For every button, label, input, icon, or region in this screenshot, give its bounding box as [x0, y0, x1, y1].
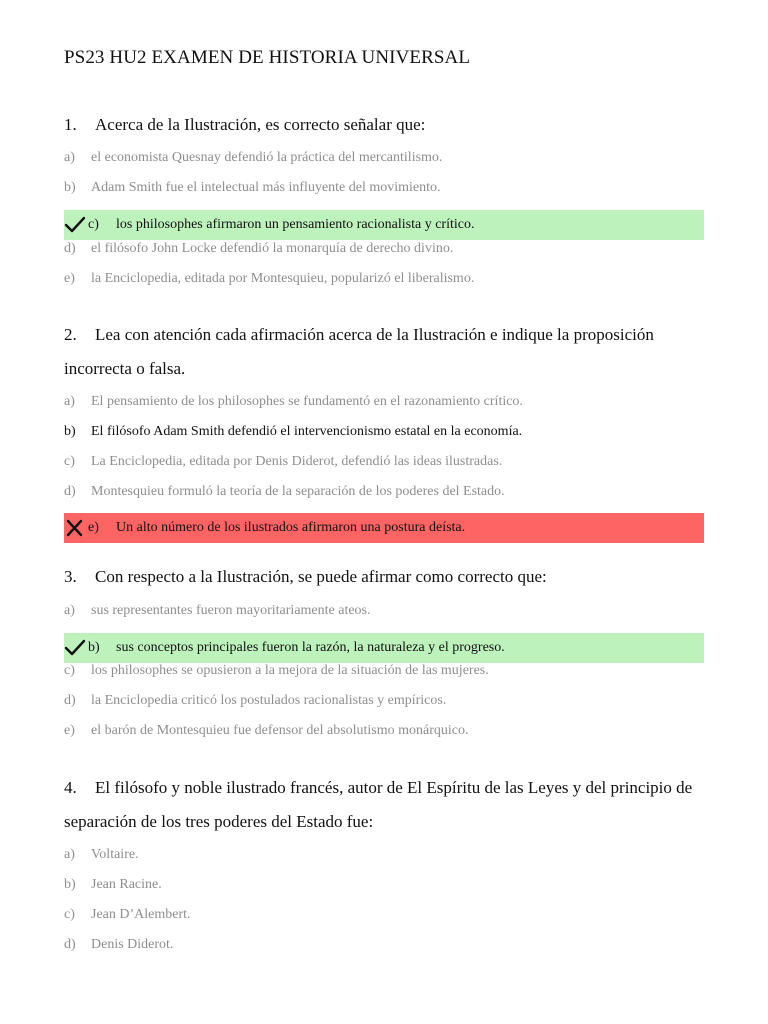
cross-icon — [64, 513, 88, 543]
option-letter: a) — [64, 150, 75, 165]
option-text: sus representantes fueron mayoritariamente ateos. — [91, 603, 371, 618]
option-letter: d) — [64, 484, 76, 499]
option-text: Jean D’Alembert. — [91, 907, 191, 922]
question-3 — [64, 560, 704, 594]
option-text: la Enciclopedia criticó los postulados racionalistas y empíricos. — [91, 693, 447, 708]
option-letter: b) — [64, 877, 76, 892]
option-letter: a) — [64, 603, 75, 618]
option-1d[interactable] — [64, 234, 704, 264]
option-letter: c) — [64, 907, 75, 922]
question-number: 2. — [64, 325, 77, 344]
option-4c[interactable] — [64, 900, 704, 930]
option-letter: a) — [64, 394, 75, 409]
option-text: La Enciclopedia, editada por Denis Diderot, defendió las ideas ilustradas. — [91, 454, 503, 469]
option-letter: c) — [64, 663, 75, 678]
option-letter: e) — [64, 271, 75, 286]
option-text: sus conceptos principales fueron la razón, la naturaleza y el progreso. — [116, 640, 505, 655]
option-letter: d) — [64, 693, 76, 708]
option-2d[interactable] — [64, 477, 704, 507]
question-text: Acerca de la Ilustración, es correcto señalar que: — [95, 115, 426, 134]
option-letter: d) — [64, 937, 76, 952]
option-letter: a) — [64, 847, 75, 862]
option-text: el filósofo John Locke defendió la monarquía de derecho divino. — [91, 241, 454, 256]
option-2e-wrong[interactable] — [64, 513, 704, 543]
option-text: el economista Quesnay defendió la práctica del mercantilismo. — [91, 150, 443, 165]
option-2c[interactable] — [64, 447, 704, 477]
option-1e[interactable] — [64, 264, 704, 294]
option-text: Un alto número de los ilustrados afirmaron una postura deísta. — [116, 520, 466, 535]
option-letter: c) — [64, 454, 75, 469]
option-2b[interactable] — [64, 417, 704, 447]
option-text: la Enciclopedia, editada por Montesquieu, popularizó el liberalismo. — [91, 271, 475, 286]
option-text: los philosophes afirmaron un pensamiento racionalista y crítico. — [116, 217, 475, 232]
option-text: El filósofo Adam Smith defendió el intervencionismo estatal en la economía. — [91, 424, 523, 439]
option-text: El pensamiento de los philosophes se fundamentó en el razonamiento crítico. — [91, 394, 523, 409]
question-text: El filósofo y noble ilustrado francés, autor de El Espíritu de las Leyes y del principio de separación de los tres poderes del Estado fue: — [64, 778, 693, 831]
option-text: Adam Smith fue el intelectual más influyente del movimiento. — [91, 180, 441, 195]
option-text: los philosophes se opusieron a la mejora de la situación de las mujeres. — [91, 663, 489, 678]
question-4 — [64, 771, 704, 839]
question-number: 1. — [64, 115, 77, 134]
option-3a[interactable] — [64, 596, 704, 626]
option-text: Montesquieu formuló la teoría de la separación de los poderes del Estado. — [91, 484, 505, 499]
option-text: Voltaire. — [91, 847, 139, 862]
question-number: 3. — [64, 567, 77, 586]
option-letter: b) — [88, 640, 100, 655]
option-text: Denis Diderot. — [91, 937, 174, 952]
question-2 — [64, 318, 704, 386]
option-4a[interactable] — [64, 840, 704, 870]
question-number: 4. — [64, 778, 77, 797]
option-3d[interactable] — [64, 686, 704, 716]
option-letter: b) — [64, 180, 76, 195]
option-text: el barón de Montesquieu fue defensor del absolutismo monárquico. — [91, 723, 469, 738]
option-letter: e) — [64, 723, 75, 738]
option-letter: e) — [88, 520, 99, 535]
question-text: Con respecto a la Ilustración, se puede afirmar como correcto que: — [95, 567, 547, 586]
option-letter: d) — [64, 241, 76, 256]
question-1 — [64, 108, 704, 142]
option-3c[interactable] — [64, 656, 704, 686]
option-3e[interactable] — [64, 716, 704, 746]
option-2a[interactable] — [64, 387, 704, 417]
question-text: Lea con atención cada afirmación acerca de la Ilustración e indique la proposición incorrecta o falsa. — [64, 325, 654, 378]
option-1b[interactable] — [64, 173, 704, 203]
option-4d[interactable] — [64, 930, 704, 960]
option-letter: b) — [64, 424, 76, 439]
option-1a[interactable] — [64, 143, 704, 173]
option-letter: c) — [88, 217, 99, 232]
option-4b[interactable] — [64, 870, 704, 900]
exam-title: PS23 HU2 EXAMEN DE HISTORIA UNIVERSAL — [64, 47, 471, 68]
option-text: Jean Racine. — [91, 877, 162, 892]
